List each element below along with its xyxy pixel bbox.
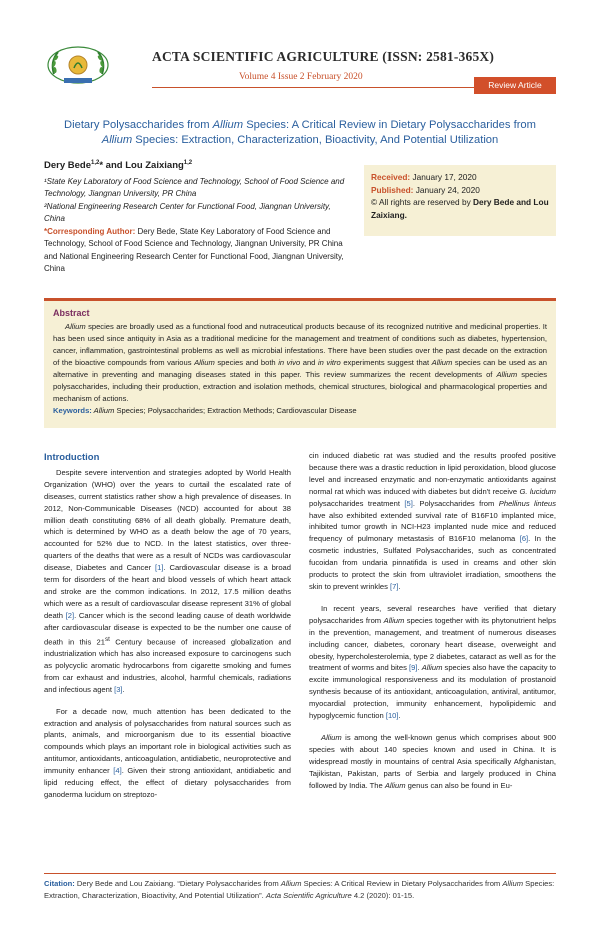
issue-info: Volume 4 Issue 2 February 2020 (239, 72, 363, 82)
abstract-text: Allium species are broadly used as a functional food and nutraceutical products because of its recognized nutritive and medicinal properties. It has been used since antiquity in Asia as a traditional medicine for the management and treatment of conditions such as diabetes, hypertension, cancer, inflammation, gastrointestinal problems as well as microbial infestations. There have been studies over the past decade on the extraction of the bioactive compounds from various Allium species and both in vivo and in vitro experiments suggest that Allium species can be used as an alternative in preventing and managing diseases stated in this paper. This review summarizes the recent developments of Allium species polysaccharides, including their production, extraction and isolation methods, chemical structures, biological and pharmacological properties and mechanism of actions. (53, 322, 547, 403)
reference-link[interactable]: [6] (519, 534, 529, 544)
reference-link[interactable]: [10] (385, 711, 399, 721)
reference-link[interactable]: [4] (113, 766, 122, 776)
article-title: Dietary Polysaccharides from Allium Species: A Critical Review in Dietary Polysaccharides from Allium Species: Extraction, Characterization, Bioactivity, And Potential Utilization (64, 119, 536, 146)
article-type-badge: Review Article (474, 77, 556, 94)
reference-link[interactable]: [2] (65, 610, 75, 620)
paragraph: For a decade now, much attention has been dedicated to the extraction and analysis of polysaccharides from natural sources such as plants, animals, and microorganism due to its essential bioactive compounds which plays an important role in biological activities such as antitumor, antioxidants, anticoagulation, antidiabetic, neuroprotective and immunity enhancer [4]. Given their strong antioxidant, antidiabetic and lipid reducing effect, the effect of dietary polysaccharides from ganoderma lucidum on streptozo- (44, 706, 291, 799)
affiliation-1: ¹State Key Laboratory of Food Science and Technology, School of Food Science and Technology, Jiangnan University, PR China (44, 176, 345, 199)
reference-link[interactable]: [1] (155, 563, 164, 573)
laurel-wreath-logo-icon (44, 44, 112, 86)
body-column-left (44, 452, 291, 811)
keywords: Keywords: Allium Species; Polysaccharides; Extraction Methods; Cardiovascular Disease (53, 406, 357, 415)
abstract-box (44, 298, 556, 428)
paragraph: Despite severe intervention and strategies adopted by World Health Organization (WHO) over the years to curtail the escalated rate of diseases, current statistics rather show a high prevalence of diseases. In 2012, Non-Communicable Diseases (NCD) accounted for about 38 million death constituting 68% of all death globally. Premature death, which is determined by WHO as a death below the age of 70 years, accounted for 52% due to NCD. In the latest statistics, over three-quarters of the deaths that were as a result of NCDs was cardiovascular disease, Diabetes and Cancer [1]. Cardiovascular disease is a broad term for disorders of the heart and blood vessels of which heart attack and stroke are the common indications. In 2012, 17.5 million deaths which were as a result of cardiovascular disease represent 31% of global death [2]. Cancer which is the second leading cause of death worldwide after cardiovascular disease is expected to be the number one cause of death in this 21st Century because of increased globalization and industrialization which has also increased exposure to carcinogens such as polycyclic aromatic hydrocarbons from cigarette smoking and fumes from car exhaust and industries, alcohol, harmful chemicals, radiations and infectious agent [3]. (44, 467, 292, 694)
body-column-right (309, 450, 556, 801)
citation-footer: Citation: Dery Bede and Lou Zaixiang. “Dietary Polysaccharides from Allium Species: A Critical Review in Dietary Polysaccharides from Allium Species: Extraction, Characterization, Bioactivity, And Potential Utilization”. Acta Scientific Agriculture 4.2 (2020): 01-15. (44, 873, 556, 901)
section-heading-introduction: Introduction (44, 452, 100, 463)
reference-link[interactable]: [3] (114, 684, 123, 694)
reference-link[interactable]: [9] (409, 663, 418, 673)
published-date: Published: January 24, 2020 (371, 184, 480, 195)
corresponding-author: *Corresponding Author: Dery Bede, State Key Laboratory of Food Science and Technology, School of Food Science and Technology, Jiangnan University, PR China and National Engineering Research Center for Functional Food, Jiangnan University, China (44, 226, 344, 274)
abstract-heading: Abstract (53, 308, 90, 318)
paragraph: cin induced diabetic rat was studied and the results proofed positive because there was a drastic reduction in lipid peroxidation, blood glucose level and increased enzymatic and non-enzymatic antioxidants against normal rat which was induced with diabetes but didn't receive G. lucidum polysaccharides treatment [5]. Polysaccharides from Phellinus linteus have also exhibited extended survival rate of B16F10 implanted mice, inhibited tumor growth in NCI-H23 implanted nude mice and reduced frequency of pulmonary metastasis of B16F10 melanoma [6]. In the cosmetic industries, Sulfated Polysaccharides, such as concentrated fucoidan from undaria pinnatifida is used in creams and other skin products to protect the skin from ultraviolet irradiation, smoothens the skin to prevent wrinkles [7]. (309, 451, 557, 591)
author-names: Dery Bede$^{1,2}$* and Lou Zaixiang$^{1,2}$ (44, 160, 193, 172)
author-block (44, 157, 349, 276)
reference-link[interactable]: [7] (390, 581, 399, 591)
paragraph: In recent years, several researches have verified that dietary polysaccharides from Allium species together with its phytonutrient helps in the prevention, management, and treatment of numerous diseases including cancer, diabetes, coronary heart disease, overweight and obesity, hypercholesterolemia, type 2 diabetes, cataract as well as for the treatment of worms and bites [9]. Allium species also have the capacity to excite immunological responsiveness and its modulation of prostanoid synthesis because of its antioxidant, anticoagulation, antiviral, antitumor, myocardial protection, immunity enhancement, hypolipidemic and hypoglycemic function [10]. (309, 603, 557, 721)
reference-link[interactable]: [5] (404, 498, 413, 508)
received-date: Received: January 17, 2020 (371, 172, 477, 182)
dates-box (364, 165, 556, 236)
journal-title: ACTA SCIENTIFIC AGRICULTURE (ISSN: 2581-365X) (152, 49, 495, 64)
rights-statement: © All rights are reserved by Dery Bede and Lou Zaixiang. (371, 197, 549, 220)
paragraph: Allium is among the well-known genus which comprises about 900 species with about 140 species known and used in China. It is widespread mostly in mountains of central Asia specifically Afghanistan, Tajikistan, Pakistan, parts of Serbia and largely produced in China followed by India. The Allium genus can also be found in Eu- (309, 732, 556, 790)
affiliation-2: ²National Engineering Research Center for Functional Food, Jiangnan University, China (44, 201, 331, 224)
